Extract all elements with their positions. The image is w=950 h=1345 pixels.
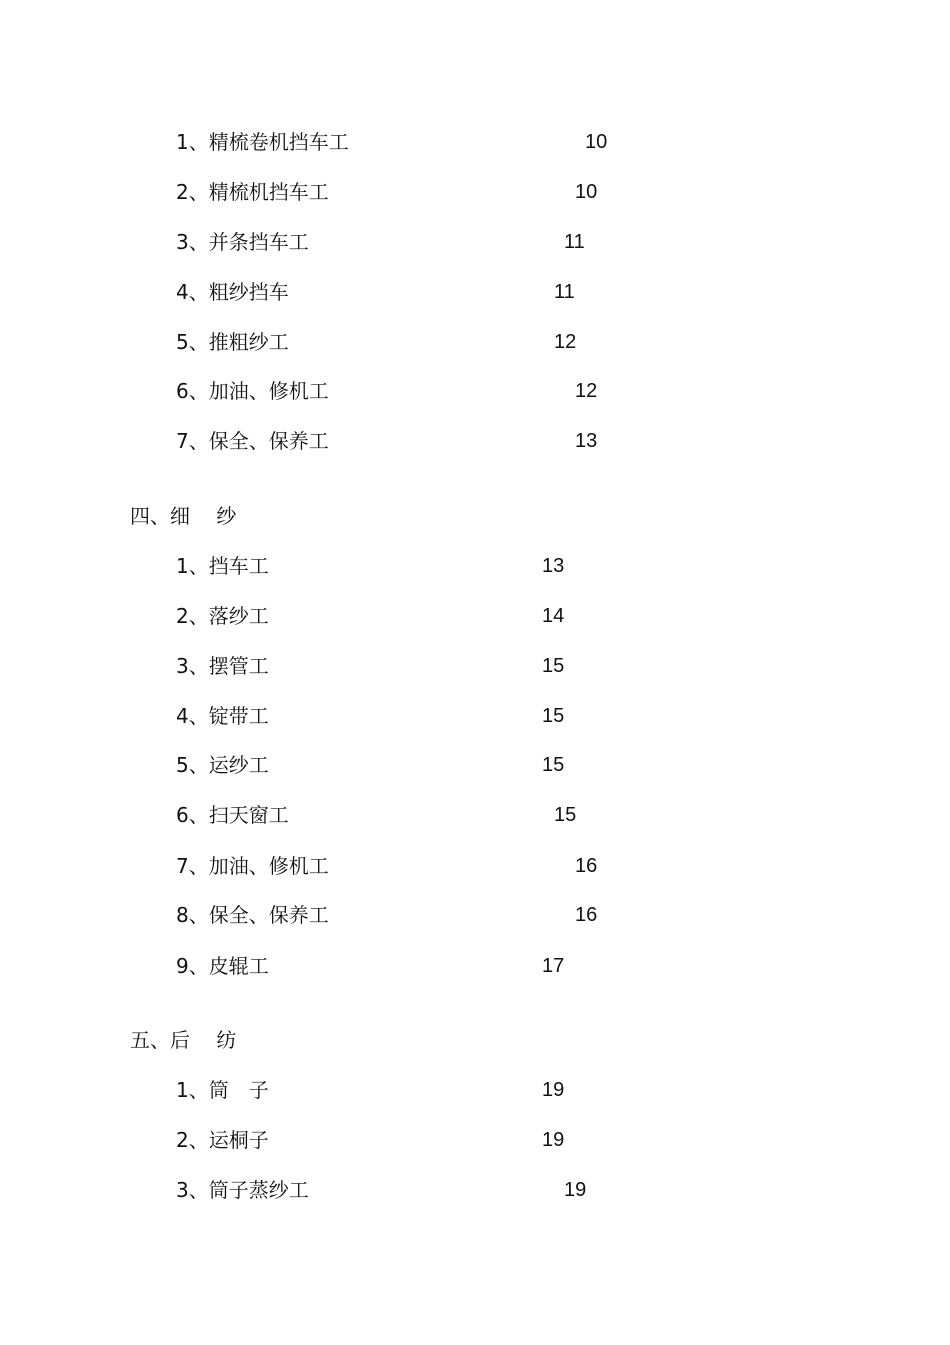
toc-entry-label: 1、精梳卷机挡车工 — [176, 130, 349, 154]
toc-entry-label: 6、扫天窗工 — [176, 803, 289, 827]
toc-entry-label: 3、筒子蒸纱工 — [176, 1178, 309, 1202]
toc-entry-label: 2、运桐子 — [176, 1128, 269, 1152]
section-title: 五、后 纺 — [130, 1028, 237, 1052]
toc-entry-page: 14 — [542, 605, 565, 627]
toc-entry-page: 19 — [542, 1079, 565, 1101]
toc-entry-label: 7、保全、保养工 — [176, 429, 329, 453]
toc-entry-label: 2、精梳机挡车工 — [176, 180, 329, 204]
toc-entry-page: 15 — [542, 705, 565, 727]
toc-entry-label: 3、并条挡车工 — [176, 230, 309, 254]
toc-entry-page: 12 — [575, 380, 598, 402]
toc-entry-page: 19 — [564, 1179, 587, 1201]
toc-entry-page: 17 — [542, 955, 565, 977]
toc-entry-label: 8、保全、保养工 — [176, 903, 329, 927]
toc-entry-page: 11 — [564, 231, 585, 253]
toc-entry-page: 15 — [542, 754, 565, 776]
toc-entry-page: 15 — [554, 804, 577, 826]
toc-entry-label: 3、摆管工 — [176, 654, 269, 678]
toc-entry-page: 16 — [575, 855, 598, 877]
toc-entry-label: 1、挡车工 — [176, 554, 269, 578]
toc-entry-label: 6、加油、修机工 — [176, 379, 329, 403]
toc-entry-page: 19 — [542, 1129, 565, 1151]
toc-entry-label: 9、皮辊工 — [176, 954, 269, 978]
toc-entry-label: 5、运纱工 — [176, 753, 269, 777]
toc-entry-page: 12 — [554, 331, 577, 353]
toc-entry-label: 2、落纱工 — [176, 604, 269, 628]
toc-entry-page: 10 — [585, 131, 608, 153]
toc-entry-label: 4、锭带工 — [176, 704, 269, 728]
toc-entry-label: 4、粗纱挡车 — [176, 280, 289, 304]
toc-entry-label: 7、加油、修机工 — [176, 854, 329, 878]
section-title: 四、细 纱 — [130, 504, 237, 528]
toc-entry-page: 11 — [554, 281, 575, 303]
toc-entry-label: 5、推粗纱工 — [176, 330, 289, 354]
toc-entry-page: 15 — [542, 655, 565, 677]
toc-entry-page: 10 — [575, 181, 598, 203]
toc-entry-page: 16 — [575, 904, 598, 926]
toc-entry-page: 13 — [542, 555, 565, 577]
toc-entry-page: 13 — [575, 430, 598, 452]
toc-entry-label: 1、筒 子 — [176, 1078, 269, 1102]
